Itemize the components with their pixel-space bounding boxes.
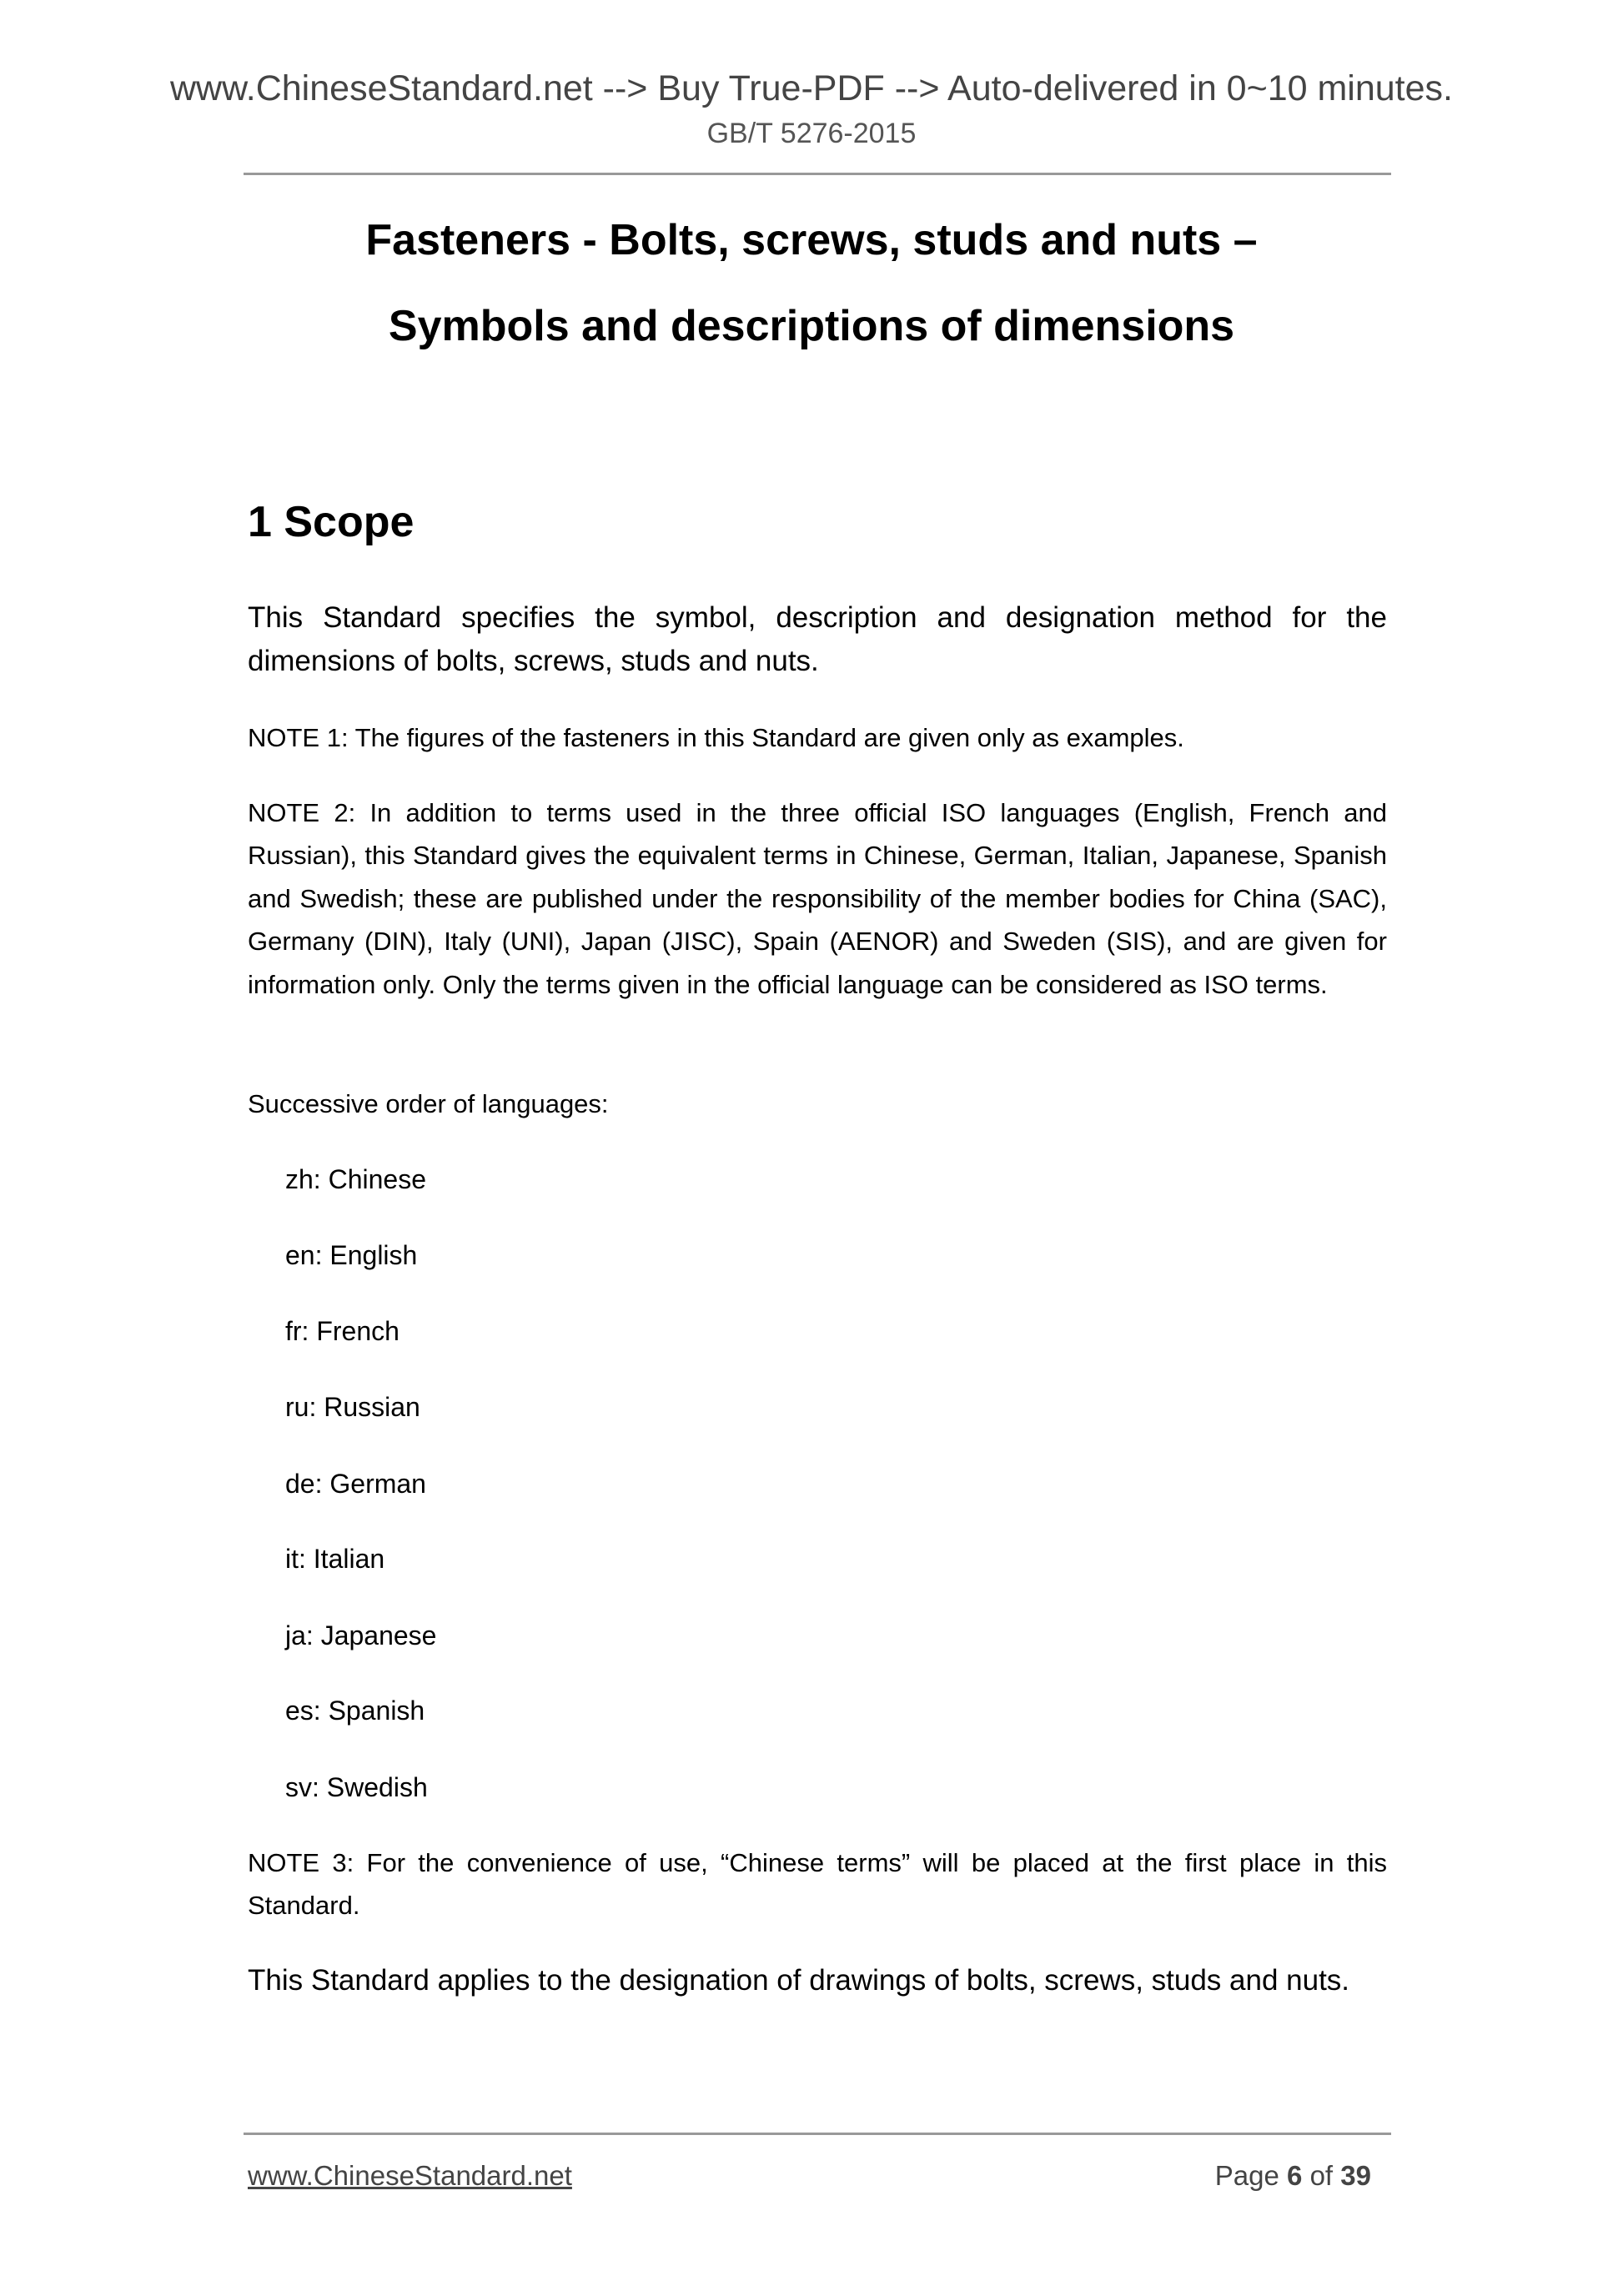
header-divider [244,173,1391,175]
languages-intro: Successive order of languages: [248,1089,609,1118]
footer-website-link[interactable]: www.ChineseStandard.net [248,2160,572,2191]
language-item: es: Spanish [285,1696,425,1726]
page-of: of [1309,2160,1334,2191]
footer-divider [244,2133,1391,2135]
language-item: de: German [285,1469,426,1499]
page-total: 39 [1340,2160,1371,2191]
note-3: NOTE 3: For the convenience of use, “Chinese terms” will be placed at the first place in this Standard. [248,1848,1387,1921]
language-item: ja: Japanese [285,1620,437,1650]
section-heading: 1 Scope [248,498,415,546]
standard-code: GB/T 5276-2015 [706,118,917,149]
note-2: NOTE 2: In addition to terms used in the three official ISO languages (English, French and Russian), this Standard gives the equivalent terms in Chinese, German, Italian, Japanese, Spanish and Swedish; these are published under the responsibility of the member bodies for China (SAC), Germany (DIN), Italy (UNI), Japan (JISC), Spain (AENOR) and Sweden (SIS), and are given for information only. Only the terms given in the official language can be considered as ISO terms. [248,798,1387,999]
page-label: Page [1214,2160,1279,2191]
note-1: NOTE 1: The figures of the fasteners in this Standard are given only as examples. [248,723,1184,752]
language-item: fr: French [285,1316,399,1346]
page-number [1215,2158,1371,2193]
header-banner: www.ChineseStandard.net --> Buy True-PDF --> Auto-delivered in 0~10 minutes. [169,68,1453,108]
scope-paragraph: This Standard specifies the symbol, description and designation method for the dimensions of bolts, screws, studs and nuts. [248,601,1387,677]
language-item: ru: Russian [285,1392,420,1422]
application-paragraph: This Standard applies to the designation of drawings of bolts, screws, studs and nuts. [248,1964,1350,1997]
language-item: zh: Chinese [285,1164,426,1194]
document-title-line1: Fasteners - Bolts, screws, studs and nuts – [365,216,1258,264]
language-item: it: Italian [285,1544,385,1574]
language-item: sv: Swedish [285,1772,428,1802]
document-title-line2: Symbols and descriptions of dimensions [388,302,1235,350]
language-item: en: English [285,1240,418,1270]
page-current: 6 [1287,2160,1303,2191]
footer-link-wrap [248,2158,572,2193]
